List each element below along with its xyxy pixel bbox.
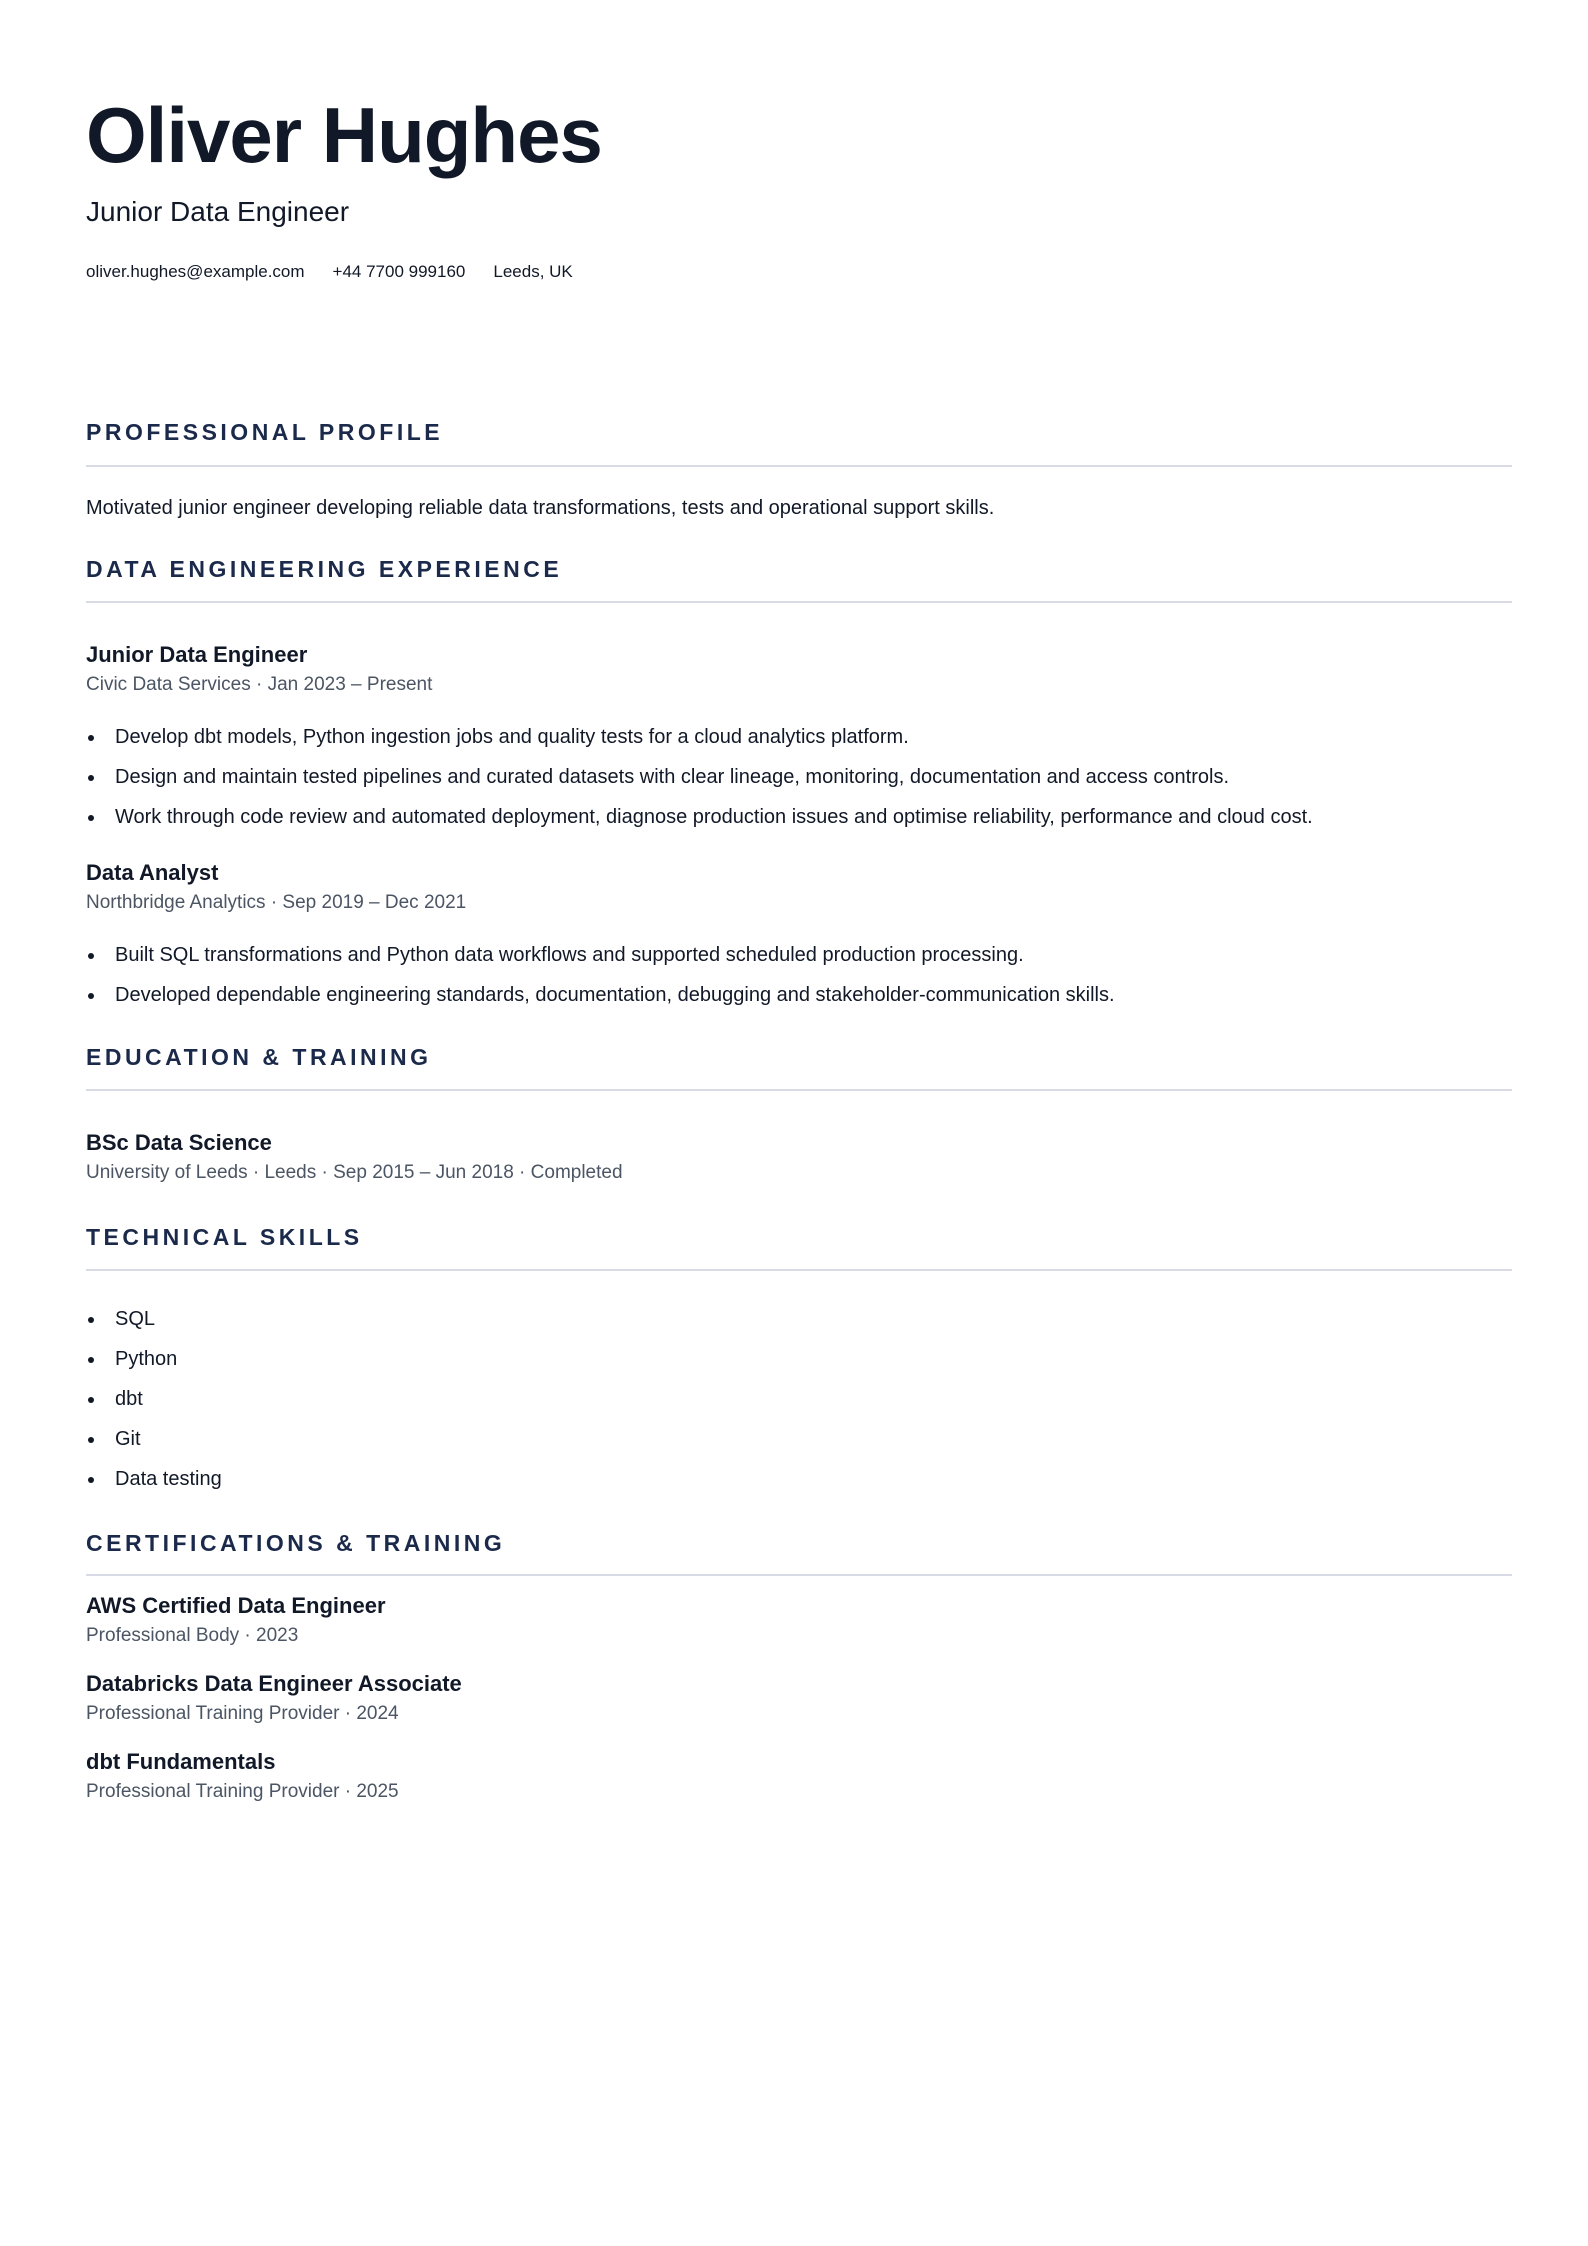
bullet-icon: [88, 735, 94, 741]
contact-location: Leeds, UK: [493, 262, 573, 281]
section-divider: [86, 601, 1512, 603]
section-title-experience: DATA ENGINEERING EXPERIENCE: [86, 556, 563, 582]
bullet-text: Develop dbt models, Python ingestion jobs and quality tests for a cloud analytics platform.: [115, 726, 909, 748]
section-title-education: EDUCATION & TRAINING: [86, 1044, 432, 1070]
certification-meta: Professional Body · 2023: [86, 1625, 299, 1646]
degree-title: BSc Data Science: [86, 1130, 272, 1155]
section-divider: [86, 465, 1512, 467]
job-title: Junior Data Engineer: [86, 642, 308, 667]
bullet-text: Work through code review and automated deployment, diagnose production issues and optimise reliability, performance and cloud cost.: [115, 806, 1313, 828]
skill-label: Git: [115, 1428, 141, 1450]
bullet-text: Built SQL transformations and Python data workflows and supported scheduled production processing.: [115, 944, 1024, 966]
certification-meta: Professional Training Provider · 2024: [86, 1703, 399, 1724]
profile-text: Motivated junior engineer developing reliable data transformations, tests and operational support skills.: [86, 497, 995, 519]
bullet-icon: [88, 1477, 94, 1483]
bullet-icon: [88, 1397, 94, 1403]
contact-phone[interactable]: +44 7700 999160: [332, 262, 466, 281]
bullet-icon: [88, 815, 94, 821]
section-title-skills: TECHNICAL SKILLS: [86, 1224, 363, 1250]
bullet-icon: [88, 993, 94, 999]
contact-email[interactable]: oliver.hughes@example.com: [86, 262, 305, 281]
skill-label: dbt: [115, 1388, 143, 1410]
job-meta: Northbridge Analytics · Sep 2019 – Dec 2021: [86, 892, 467, 913]
bullet-icon: [88, 1317, 94, 1323]
bullet-icon: [88, 953, 94, 959]
section-divider: [86, 1269, 1512, 1271]
certification-title: Databricks Data Engineer Associate: [86, 1671, 462, 1696]
section-title-certifications: CERTIFICATIONS & TRAINING: [86, 1530, 506, 1556]
section-title-profile: PROFESSIONAL PROFILE: [86, 419, 444, 445]
job-title: Data Analyst: [86, 860, 219, 885]
certification-title: dbt Fundamentals: [86, 1749, 276, 1774]
degree-meta: University of Leeds · Leeds · Sep 2015 – Jun 2018 · Completed: [86, 1162, 623, 1183]
bullet-icon: [88, 775, 94, 781]
bullet-text: Design and maintain tested pipelines and curated datasets with clear lineage, monitoring, documentation and access controls.: [115, 766, 1229, 788]
section-divider: [86, 1089, 1512, 1091]
bullet-icon: [88, 1437, 94, 1443]
bullet-text: Developed dependable engineering standards, documentation, debugging and stakeholder-communication skills.: [115, 984, 1115, 1006]
certification-title: AWS Certified Data Engineer: [86, 1593, 386, 1618]
skill-label: Python: [115, 1348, 178, 1370]
candidate-name: Oliver Hughes: [86, 91, 602, 179]
section-divider: [86, 1574, 1512, 1576]
candidate-role: Junior Data Engineer: [86, 196, 350, 227]
job-meta: Civic Data Services · Jan 2023 – Present: [86, 674, 433, 695]
skill-label: Data testing: [115, 1468, 222, 1490]
certification-meta: Professional Training Provider · 2025: [86, 1781, 399, 1802]
skill-label: SQL: [115, 1308, 156, 1330]
bullet-icon: [88, 1357, 94, 1363]
contact-line: [86, 262, 573, 282]
